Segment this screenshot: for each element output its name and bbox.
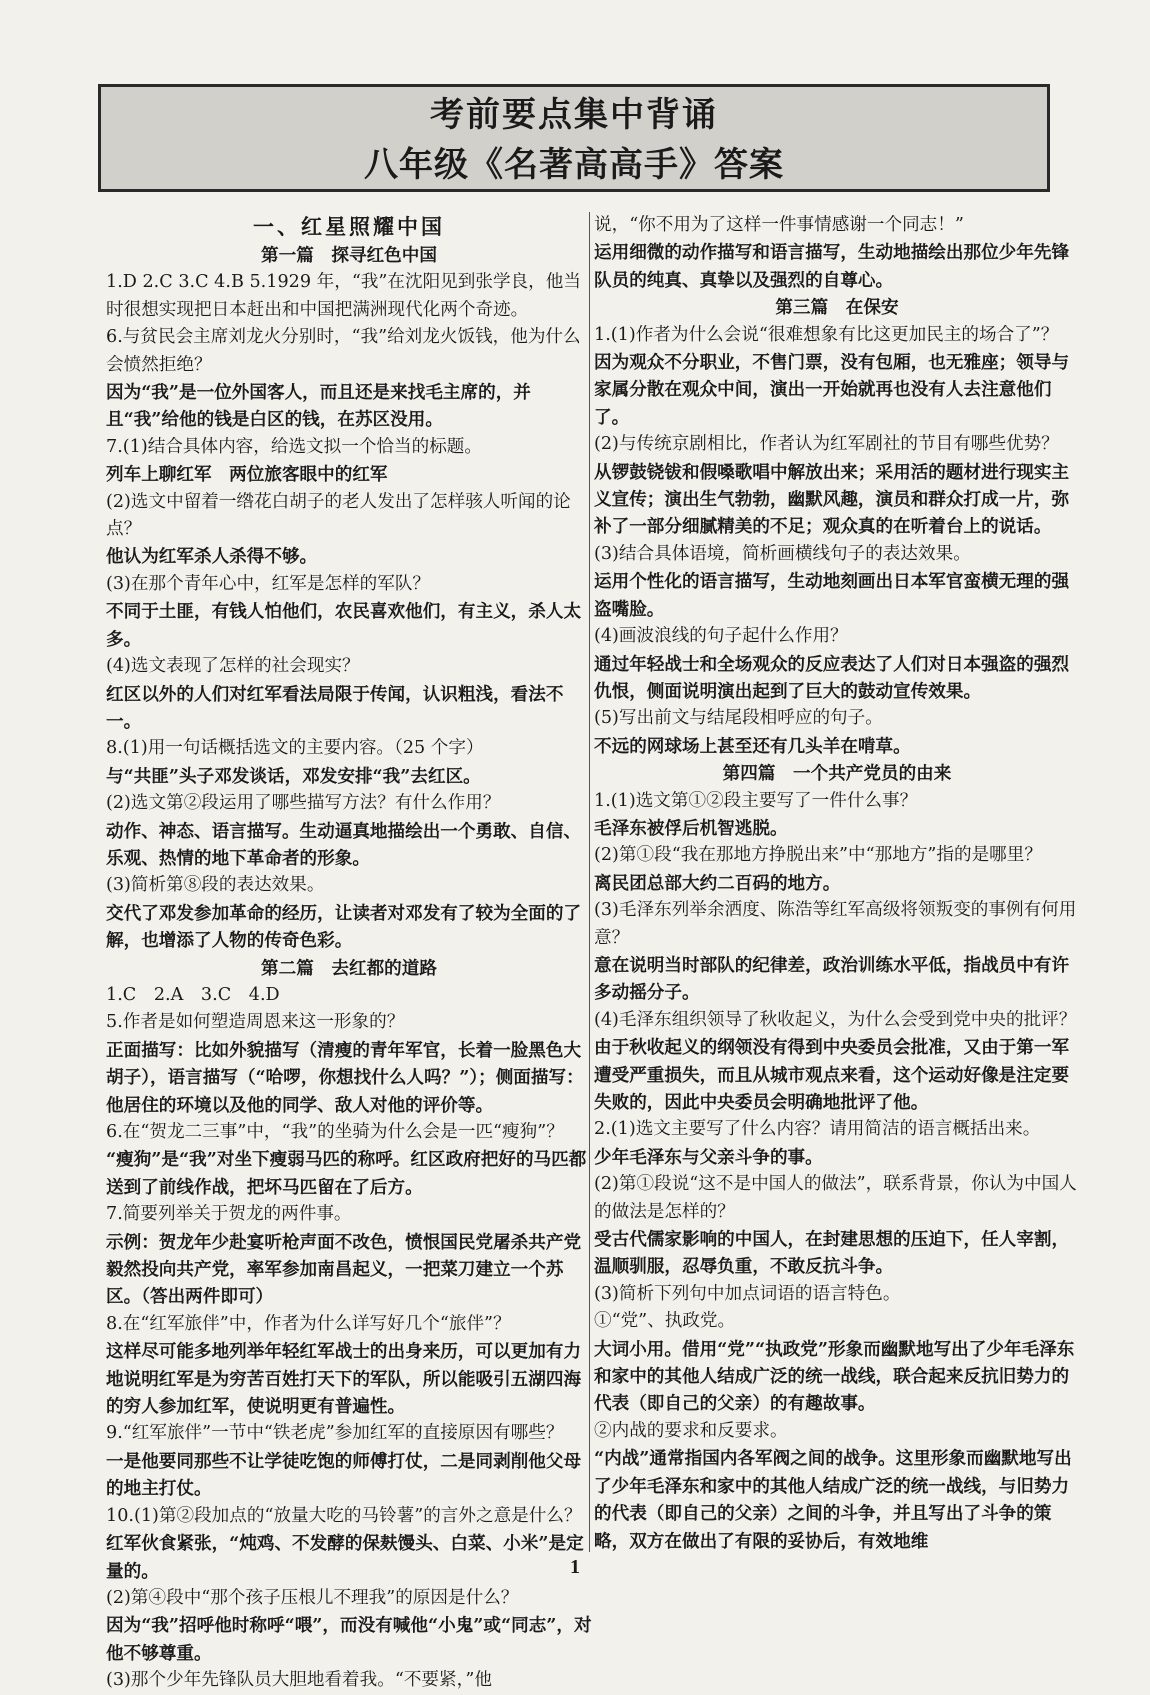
chapter-heading: 第二篇 去红都的道路 [261,957,437,979]
answer-text: 交代了邓发参加革命的经历，让读者对邓发有了较为全面的了解，也增添了人物的传奇色彩。 [106,902,582,952]
question-text: 8.在“红军旅伴”中，作者为什么详写好几个“旅伴”？ [106,1313,511,1334]
question-text: ②内战的要求和反要求。 [594,1420,788,1441]
answer-text: 意在说明当时部队的纪律差，政治训练水平低，指战员中有许多动摇分子。 [594,954,1070,1004]
chapter-heading: 第一篇 探寻红色中国 [261,245,437,266]
question-text: (3)简析第⑧段的表达效果。 [106,875,325,896]
question-text: (4)毛泽东组织领导了秋收起义，为什么会受到党中央的批评？ [594,1009,1077,1030]
question-text: 7.(1)结合具体内容，给选文拟一个恰当的标题。 [106,436,482,457]
question-text: (2)第①段“我在那地方挣脱出来”中“那地方”指的是哪里？ [594,845,1042,866]
answer-text: 运用个性化的语言描写，生动地刻画出日本军官蛮横无理的强盗嘴脸。 [594,571,1070,620]
question-text: (2)选文第②段运用了哪些描写方法？有什么作用？ [106,793,501,814]
answer-text: 他认为红军杀人杀得不够。 [106,546,318,568]
question-text: 1.D 2.C 3.C 4.B 5.1929 年，“我”在沈阳见到张学良，他当时很想实现把日本赶出和中国把满洲现代化两个奇迹。 [106,272,581,320]
question-text: 6.在“贺龙二三事”中，“我”的坐骑为什么会是一匹“瘦狗”？ [106,1122,564,1142]
answer-text: 运用细微的动作描写和语言描写，生动地描绘出那位少年先锋队员的纯真、真挚以及强烈的自尊心。 [594,242,1070,291]
banner-subtitle: 八年级《名著高高手》答案 [364,145,784,185]
answer-text: 通过年轻战士和全场观众的反应表达了人们对日本强盗的强烈仇恨，侧面说明演出起到了巨大的鼓动宣传效果。 [594,653,1070,702]
question-text: (3)在那个青年心中，红军是怎样的军队？ [106,573,431,594]
question-text: 8.(1)用一句话概括选文的主要内容。（25 个字） [106,738,484,759]
question-text: (5)写出前文与结尾段相呼应的句子。 [594,708,883,729]
question-text: 说，“你不用为了这样一件事情感谢一个同志！” [594,215,964,235]
answer-text: 受古代儒家影响的中国人，在封建思想的压迫下，任人宰割，温顺驯服，忍辱负重，不敢反抗斗争。 [594,1229,1070,1278]
answer-text: 少年毛泽东与父亲斗争的事。 [594,1146,823,1168]
answer-text: 正面描写：比如外貌描写（清瘦的青年军官，长着一脸黑色大胡子），语言描写（“哈啰，你想找什么人吗？”）；侧面描写：他居住的环境以及他的同学、敌人对他的评价等。 [106,1039,584,1116]
question-text: (2)与传统京剧相比，作者认为红军剧社的节目有哪些优势？ [594,434,1059,455]
answer-text: 不同于土匪，有钱人怕他们，农民喜欢他们，有主义，杀人太多。 [106,601,582,650]
question-text: (3)毛泽东列举余洒度、陈浩等红军高级将领叛变的事例有何用意？ [594,900,1077,948]
answer-text: 动作、神态、语言描写。生动逼真地描绘出一个勇敢、自信、乐观、热情的地下革命者的形象。 [106,820,582,869]
answer-text: “内战”通常指国内各军阀之间的战争。这里形象而幽默地写出了少年毛泽东和家中的其他人结成广泛的统一战线，与旧势力的代表（即自己的父亲）之间的斗争，并且写出了斗争的策略，双方在做出了有限的妥协后，有效地维 [594,1448,1072,1552]
question-text: (3)简析下列句中加点词语的语言特色。 [594,1283,901,1304]
question-text: (3)结合具体语境，简析画横线句子的表达效果。 [594,543,971,564]
question-text: ①“党”、执政党。 [594,1311,736,1332]
answer-text: “瘦狗”是“我”对坐下瘦弱马匹的称呼。红区政府把好的马匹都送到了前线作战，把坏马匹留在了后方。 [106,1149,587,1198]
question-text: 1.(1)作者为什么会说“很难想象有比这更加民主的场合了”？ [594,324,1059,345]
title-banner [98,84,1050,192]
answer-text: 因为观众不分职业，不售门票，没有包厢，也无雅座；领导与家属分散在观众中间，演出一开始就再也没有人去注意他们了。 [594,352,1070,428]
answer-text: 从锣鼓铙钹和假嗓歌唱中解放出来；采用活的题材进行现实主义宣传；演出生气勃勃，幽默风趣，演员和群众打成一片，弥补了一部分细腻精美的不足；观众真的在听着台上的说话。 [594,461,1070,538]
answer-text: 不远的网球场上甚至还有几头羊在啃草。 [594,735,911,757]
question-text: 9.“红军旅伴”一节中“铁老虎”参加红军的直接原因有哪些？ [106,1423,564,1444]
answer-text: 红军伙食紧张，“炖鸡、不发酵的保麸馒头、白菜、小米”是定量的。 [106,1533,584,1582]
question-text: 7.简要列举关于贺龙的两件事。 [106,1204,352,1225]
chapter-heading: 第三篇 在保安 [775,297,899,319]
banner-title: 考前要点集中背诵 [430,95,718,135]
question-text: (3)那个少年先锋队员大胆地看着我。“不要紧，”他 [106,1670,492,1691]
answer-text: 因为“我”是一位外国客人，而且还是来找毛主席的，并且“我”给他的钱是白区的钱，在苏区没用。 [106,382,531,431]
answer-text: 毛泽东被俘后机智逃脱。 [594,817,788,839]
answer-text: 列车上聊红军 两位旅客眼中的红军 [106,464,388,486]
question-text: 6.与贫民会主席刘龙火分别时，“我”给刘龙火饭钱，他为什么会愤然拒绝？ [106,327,581,375]
question-text: 1.C 2.A 3.C 4.D [106,984,280,1005]
answer-text: 由于秋收起义的纲领没有得到中央委员会批准，又由于第一军遭受严重损失，而且从城市观点来看，这个运动好像是注定要失败的，因此中央委员会明确地批评了他。 [594,1037,1070,1113]
question-text: (4)选文表现了怎样的社会现实？ [106,656,360,677]
answer-text: 因为“我”招呼他时称呼“喂”，而没有喊他“小鬼”或“同志”，对他不够尊重。 [106,1615,592,1664]
answer-text: 示例：贺龙年少赴宴听枪声面不改色，愤恨国民党屠杀共产党毅然投向共产党，率军参加南昌起义，一把菜刀建立一个苏区。（答出两件即可） [106,1231,582,1308]
question-text: (2)选文中留着一绺花白胡子的老人发出了怎样骇人听闻的论点？ [106,491,571,540]
question-text: 10.(1)第②段加点的“放量大吃的马铃薯”的言外之意是什么？ [106,1505,582,1526]
left-column [106,212,592,1695]
question-text: (4)画波浪线的句子起什么作用？ [594,626,848,647]
answer-text: 与“共匪”头子邓发谈话，邓发安排“我”去红区。 [106,765,481,787]
answer-text: 大词小用。借用“党”“执政党”形象而幽默地写出了少年毛泽东和家中的其他人结成广泛的统一战线，联合起来反抗旧势力的代表（即自己的父亲）的有趣故事。 [594,1338,1075,1415]
question-text: 1.(1)选文第①②段主要写了一件什么事？ [594,790,918,811]
question-text: (2)第④段中“那个孩子压根儿不理我”的原因是什么？ [106,1587,519,1608]
column-divider [589,212,590,1552]
question-text: (2)第①段说“这不是中国人的做法”，联系背景，你认为中国人的做法是怎样的？ [594,1174,1077,1222]
question-text: 5.作者是如何塑造周恩来这一形象的？ [106,1012,405,1033]
answer-text: 这样尽可能多地列举年轻红军战士的出身来历，可以更加有力地说明红军是为穷苦百姓打天下的军队，所以能吸引五湖四海的穷人参加红军，使说明更有普遍性。 [106,1341,582,1418]
page-number: 1 [570,1556,580,1578]
section-heading: 一、红星照耀中国 [253,214,445,239]
answer-text: 一是他要同那些不让学徒吃饱的师傅打仗，二是同剥削他父母的地主打仗。 [106,1450,582,1500]
chapter-heading: 第四篇 一个共产党员的由来 [722,763,952,785]
answer-text: 红区以外的人们对红军看法局限于传闻，认识粗浅，看法不一。 [106,683,564,732]
question-text: 2.(1)选文主要写了什么内容？请用简洁的语言概括出来。 [594,1119,1041,1140]
answer-text: 离民团总部大约二百码的地方。 [594,872,841,894]
right-column [594,212,1080,1555]
